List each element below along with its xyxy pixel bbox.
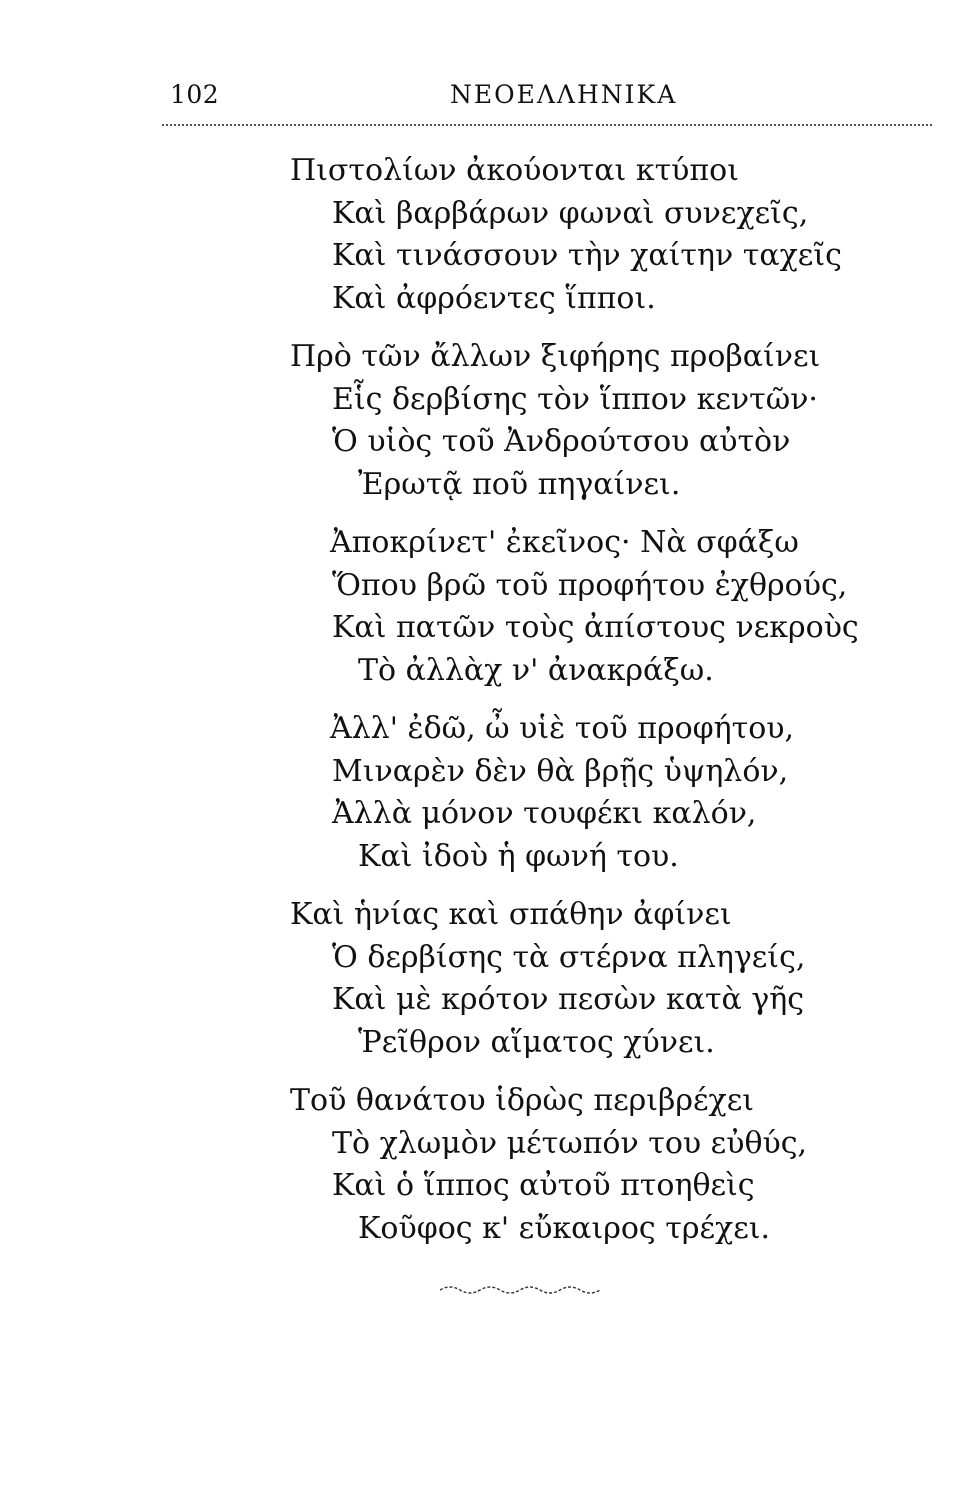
verse-line: Ἀλλὰ μόνον τουφέκι καλόν, [332, 796, 757, 831]
running-title: ΝΕΟΕΛΛΗΝΙΚΑ [450, 80, 678, 109]
verse-line: Μιναρὲν δὲν θὰ βρῇς ὑψηλόν, [332, 753, 789, 789]
verse-line: Ἀποκρίνετ' ἐκεῖνος· Νὰ σφάξω [330, 525, 799, 560]
verse-line: Καὶ ἰδοὺ ἡ φωνή του. [358, 838, 679, 874]
verse-line: Ἐρωτᾷ ποῦ πηγαίνει. [358, 466, 681, 502]
verse-line: Καὶ βαρβάρων φωναὶ συνεχεῖς, [332, 195, 809, 231]
stanza-1 [290, 150, 910, 320]
verse-line: Ἀλλ' ἐδῶ, ὦ υἱὲ τοῦ προφήτου, [330, 711, 795, 746]
end-ornament [440, 1282, 600, 1302]
verse-line: Ὅπου βρῶ τοῦ προφήτου ἐχθρούς, [332, 567, 848, 603]
stanza-3 [290, 522, 910, 692]
page-header [170, 80, 930, 120]
verse-line: Καὶ ἡνίας καὶ σπάθην ἀφίνει [290, 897, 732, 932]
poem [290, 150, 910, 1266]
stanza-4 [290, 708, 910, 878]
verse-line: Τὸ ἀλλὰχ ν' ἀνακράξω. [358, 652, 714, 688]
verse-line: Τὸ χλωμὸν μέτωπόν του εὐθύς, [332, 1125, 808, 1161]
verse-line: Πρὸ τῶν ἄλλων ξιφήρης προβαίνει [290, 339, 821, 374]
header-rule [162, 124, 932, 126]
stanza-6 [290, 1080, 910, 1250]
verse-line: Τοῦ θανάτου ἱδρὼς περιβρέχει [290, 1083, 755, 1118]
verse-line: Καὶ πατῶν τοὺς ἀπίστους νεκροὺς [332, 610, 859, 645]
verse-line: Καὶ μὲ κρότον πεσὼν κατὰ γῆς [332, 982, 805, 1017]
verse-line: Πιστολίων ἀκούονται κτύποι [290, 153, 739, 188]
verse-line: Εἷς δερβίσης τὸν ἵππον κεντῶν· [332, 381, 818, 417]
verse-line: Καὶ ἀφρόεντες ἵπποι. [332, 280, 656, 316]
verse-line: Κοῦφος κ' εὔκαιρος τρέχει. [358, 1210, 771, 1246]
verse-line: Ὁ δερβίσης τὰ στέρνα πληγείς, [332, 939, 806, 975]
stanza-5 [290, 894, 910, 1064]
verse-line: Καὶ τινάσσουν τὴν χαίτην ταχεῖς [332, 238, 842, 273]
stanza-2 [290, 336, 910, 506]
verse-line: Ῥεῖθρον αἵματος χύνει. [358, 1024, 715, 1060]
page-number: 102 [170, 80, 220, 109]
verse-line: Ὁ υἱὸς τοῦ Ἀνδρούτσου αὐτὸν [332, 424, 791, 459]
verse-line: Καὶ ὁ ἵππος αὐτοῦ πτοηθεὶς [332, 1168, 755, 1203]
